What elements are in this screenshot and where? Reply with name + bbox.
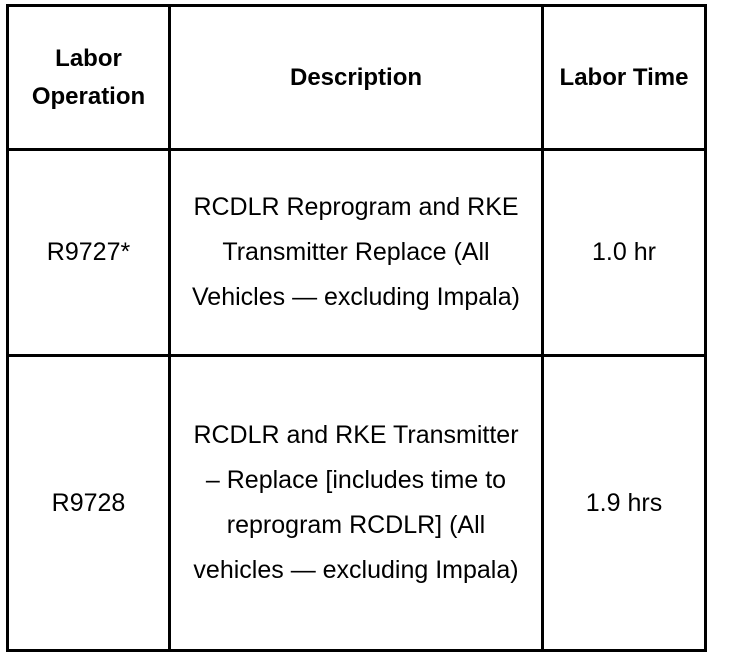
description-text: RCDLR and RKE Transmitter – Replace [includes time to reprogram RCDLR] (All vehicles — excluding Impala) xyxy=(193,421,519,584)
labor-operation-cell: R9727* xyxy=(8,150,170,356)
labor-time-cell: 1.9 hrs xyxy=(543,356,706,651)
labor-time-cell: 1.0 hr xyxy=(543,150,706,356)
table-row xyxy=(8,150,706,356)
header-labor-operation: Labor Operation xyxy=(8,6,170,150)
description-text: RCDLR Reprogram and RKE Transmitter Replace (All Vehicles — excluding Impala) xyxy=(192,193,520,311)
labor-operation-cell: R9728 xyxy=(8,356,170,651)
description-cell xyxy=(170,356,543,651)
table-row xyxy=(8,356,706,651)
table-header-row xyxy=(8,6,706,150)
header-labor-time: Labor Time xyxy=(543,6,706,150)
description-cell xyxy=(170,150,543,356)
header-description: Description xyxy=(170,6,543,150)
labor-operations-table xyxy=(6,4,707,652)
